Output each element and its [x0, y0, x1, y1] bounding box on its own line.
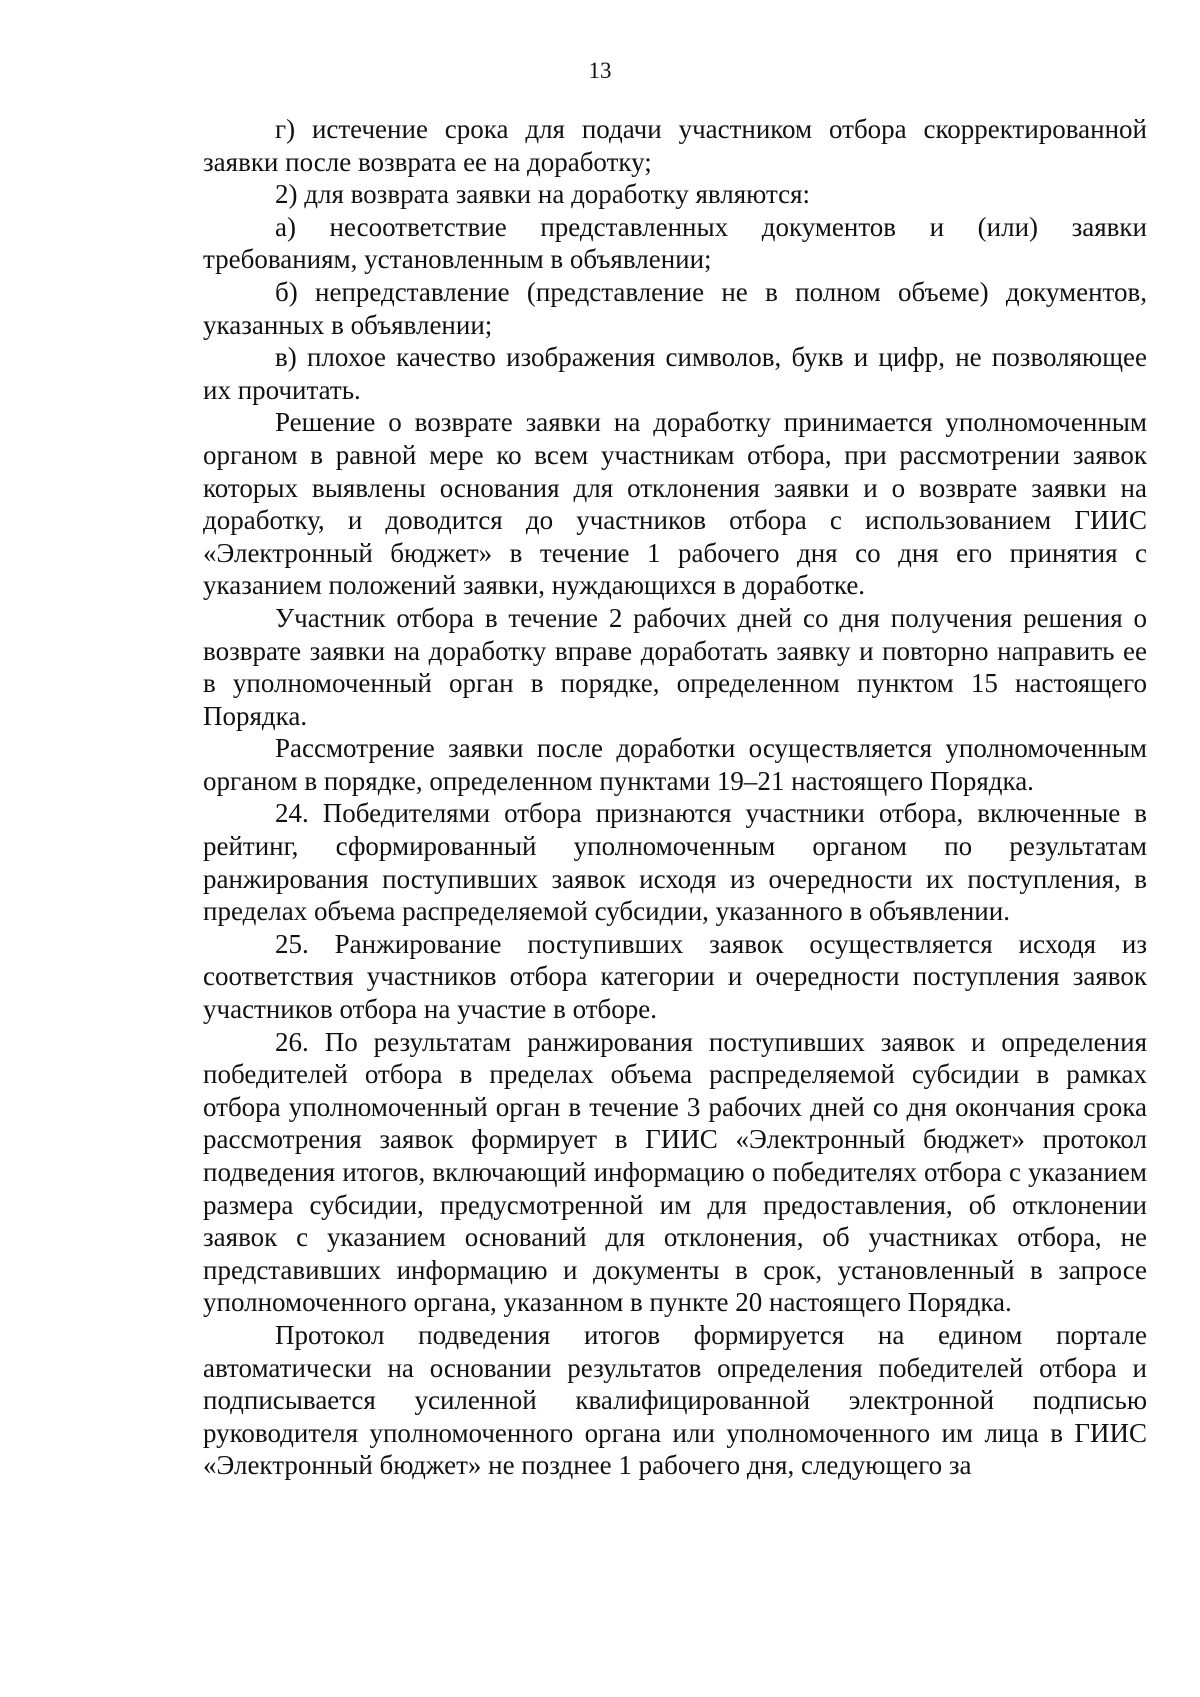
- document-body: [203, 113, 1147, 1482]
- paragraph-item-v: в) плохое качество изображения символов, букв и цифр, не позволяющее их прочитать.: [203, 342, 1147, 405]
- page-number: 13: [588, 58, 612, 83]
- paragraph-item-a: а) несоответствие представленных документов и (или) заявки требованиям, установленным в объявлении;: [203, 211, 1147, 275]
- paragraph-review-after-rework: Рассмотрение заявки после доработки осуществляется уполномоченным органом в порядке, определенном пунктами 19–21 настоящего Порядка.: [203, 733, 1147, 796]
- paragraph-return-decision: Решение о возврате заявки на доработку принимается уполномоченным органом в равной мере ко всем участникам отбора, при рассмотрении заявок которых выявлены основания для отклонения заявки и о возврате заявки на доработку, и доводится до участников отбора с использованием ГИИС «Электронный бюджет» в течение 1 рабочего дня со дня его принятия с указанием положений заявки, нуждающихся в доработке.: [203, 407, 1147, 601]
- paragraph-item-g: г) истечение срока для подачи участником отбора скорректированной заявки после возврата ее на доработку;: [203, 114, 1147, 177]
- paragraph-point-24: 24. Победителями отбора признаются участники отбора, включенные в рейтинг, сформированный уполномоченным органом по результатам ранжирования поступивших заявок исходя из очередности их поступления, в пределах объема распределяемой субсидии, указанного в объявлении.: [203, 798, 1147, 927]
- paragraph-protocol: Протокол подведения итогов формируется на едином портале автоматически на основании результатов определения победителей отбора и подписывается усиленной квалифицированной электронной подписью руководителя уполномоченного органа или уполномоченного им лица в ГИИС «Электронный бюджет» не позднее 1 рабочего дня, следующего за: [203, 1319, 1147, 1481]
- paragraph-participant-rework: Участник отбора в течение 2 рабочих дней со дня получения решения о возврате заявки на доработку вправе доработать заявку и повторно направить ее в уполномоченный орган в порядке, определенном пунктом 15 настоящего Порядка.: [203, 602, 1147, 731]
- paragraph-return-grounds: 2) для возврата заявки на доработку являются:: [275, 179, 811, 210]
- paragraph-item-b: б) непредставление (представление не в полном объеме) документов, указанных в объявлении;: [203, 276, 1147, 340]
- paragraph-point-26: 26. По результатам ранжирования поступивших заявок и определения победителей отбора в пределах объема распределяемой субсидии в рамках отбора уполномоченный орган в течение 3 рабочих дней со дня окончания срока рассмотрения заявок формирует в ГИИС «Электронный бюджет» протокол подведения итогов, включающий информацию о победителях отбора с указанием размера субсидии, предусмотренной им для предоставления, об отклонении заявок с указанием оснований для отклонения, об участниках отбора, не представивших информацию и документы в срок, установленный в запросе уполномоченного органа, указанном в пункте 20 настоящего Порядка.: [203, 1026, 1147, 1318]
- paragraph-point-25: 25. Ранжирование поступивших заявок осуществляется исходя из соответствия участников отбора категории и очередности поступления заявок участников отбора на участие в отборе.: [203, 928, 1147, 1025]
